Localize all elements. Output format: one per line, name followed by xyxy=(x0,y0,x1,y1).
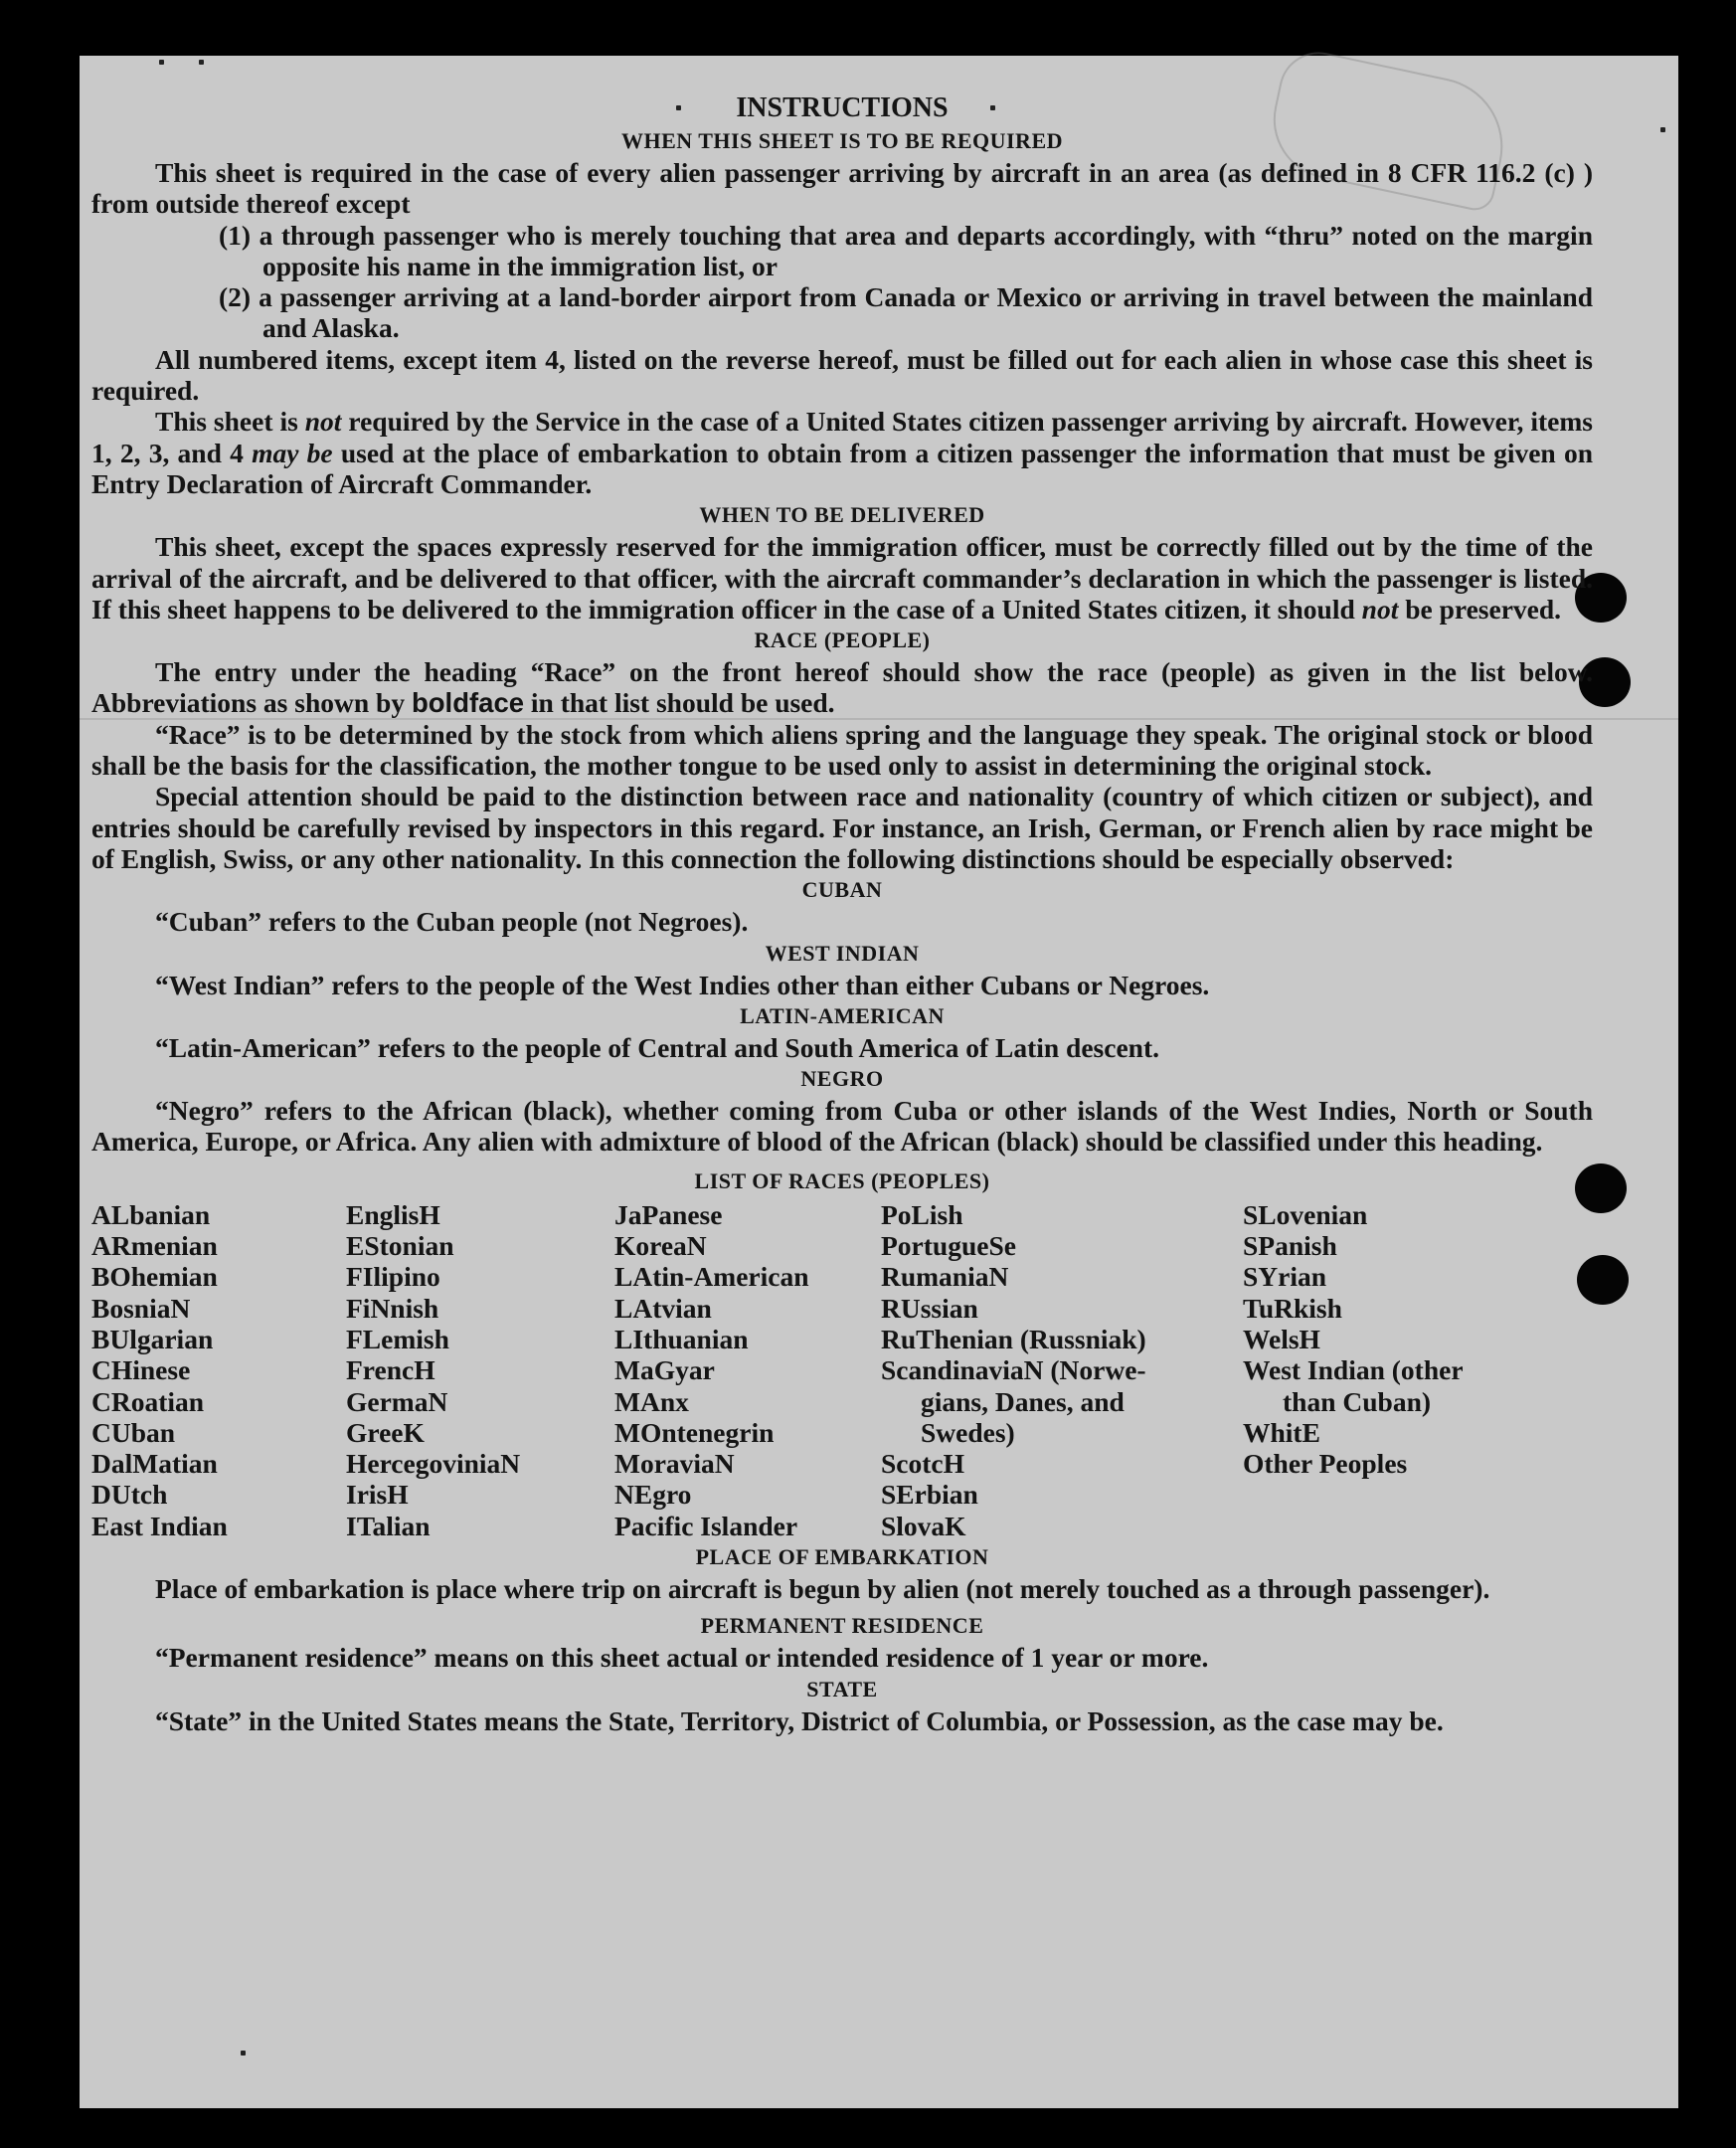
race-item: ARmenian xyxy=(91,1230,218,1262)
subheading-negro: NEGRO xyxy=(800,1066,884,1092)
race-item: FLemish xyxy=(346,1323,449,1354)
race-item: West Indian (other xyxy=(1243,1354,1464,1386)
paragraph: “State” in the United States means the State, Territory, District of Columbia, or Possession, as the case may be. xyxy=(155,1704,1444,1736)
race-item: NEgro xyxy=(614,1479,692,1511)
paragraph: “Latin-American” refers to the people of Central and South America of Latin descent. xyxy=(155,1031,1159,1063)
section-heading-delivered: WHEN TO BE DELIVERED xyxy=(699,502,985,528)
race-item: RUssian xyxy=(881,1292,978,1324)
race-item: SPanish xyxy=(1243,1230,1337,1262)
race-item: SlovaK xyxy=(881,1510,966,1541)
race-item: WhitE xyxy=(1243,1416,1320,1448)
section-heading-residence: PERMANENT RESIDENCE xyxy=(700,1613,984,1639)
race-item: IrisH xyxy=(346,1479,409,1511)
speck xyxy=(241,2051,246,2056)
race-item: MoraviaN xyxy=(614,1448,735,1480)
race-item: MaGyar xyxy=(614,1354,715,1386)
race-item: RuThenian (Russniak) xyxy=(881,1323,1146,1354)
paragraph: This sheet is required in the case of every alien passenger arriving by aircraft in an area (as defined in 8 CFR 116.2 (c) ) from outside thereof except xyxy=(91,157,1593,220)
subheading-latin-american: LATIN-AMERICAN xyxy=(740,1002,945,1028)
race-item: EStonian xyxy=(346,1230,454,1262)
race-item: KoreaN xyxy=(614,1230,707,1262)
race-item: than Cuban) xyxy=(1283,1385,1432,1417)
race-item: GreeK xyxy=(346,1416,425,1448)
race-item: EnglisH xyxy=(346,1198,440,1230)
race-item: BUlgarian xyxy=(91,1323,214,1354)
race-item: SErbian xyxy=(881,1479,978,1511)
race-item: East Indian xyxy=(91,1510,228,1541)
race-item: ITalian xyxy=(346,1510,431,1541)
paragraph: “Cuban” refers to the Cuban people (not Negroes). xyxy=(155,906,749,938)
list-of-races-heading: LIST OF RACES (PEOPLES) xyxy=(694,1167,990,1193)
races-column-2 xyxy=(346,1199,614,1541)
race-item: WelsH xyxy=(1243,1323,1320,1354)
race-item: FIlipino xyxy=(346,1261,440,1293)
paragraph: “Race” is to be determined by the stock from which aliens spring and the language they speak. The original stock or blood shall be the basis for the classification, the mother tongue to be used only to assist in determining the original stock. xyxy=(91,718,1593,782)
race-item: PoLish xyxy=(881,1198,963,1230)
section-heading-race: RACE (PEOPLE) xyxy=(754,627,931,653)
paragraph: Special attention should be paid to the distinction between race and nationality (country of which citizen or subject), and entries should be carefully revised by inspectors in this regard. For instance, an Irish, German, or French alien by race might be of English, Swiss, or any other nationality. In this connection the following distinctions should be especially observed: xyxy=(91,781,1593,874)
race-item: ScandinaviaN (Norwe- xyxy=(881,1354,1146,1386)
race-item: MOntenegrin xyxy=(614,1416,775,1448)
races-column-4 xyxy=(881,1199,1243,1541)
race-item: CHinese xyxy=(91,1354,191,1386)
speck xyxy=(199,60,204,65)
race-item: LAtin-American xyxy=(614,1261,809,1293)
race-item: FrencH xyxy=(346,1354,435,1386)
paragraph: This sheet, except the spaces expressly reserved for the immigration officer, must be correctly filled out by the time of the arrival of the aircraft, and be delivered to that officer, with the aircraft commander’s declaration in which the passenger is listed. If this sheet happens to be delivered to the immigration officer in the case of a United States citizen, it should not be preserved. xyxy=(91,531,1593,625)
paragraph: “West Indian” refers to the people of the West Indies other than either Cubans or Negroes. xyxy=(155,969,1210,1000)
race-item: DalMatian xyxy=(91,1448,218,1480)
paragraph: “Permanent residence” means on this sheet actual or intended residence of 1 year or more. xyxy=(155,1642,1209,1674)
race-item: HercegoviniaN xyxy=(346,1448,521,1480)
race-item: SLovenian xyxy=(1243,1198,1368,1230)
race-item: LIthuanian xyxy=(614,1323,749,1354)
speck xyxy=(159,60,164,65)
race-item: SYrian xyxy=(1243,1261,1327,1293)
list-item: (2) a passenger arriving at a land-border airport from Canada or Mexico or arriving in travel between the mainland and Alaska. xyxy=(219,281,1593,344)
race-item: BOhemian xyxy=(91,1261,218,1293)
section-heading-state: STATE xyxy=(806,1676,878,1701)
instructions-text xyxy=(91,91,1593,1736)
paragraph: This sheet is not required by the Service in the case of a United States citizen passenger arriving by aircraft. However, items 1, 2, 3, and 4 may be used at the place of embarkation to obtain from a citizen passenger the information that must be given on Entry Declaration of Aircraft Commander. xyxy=(91,406,1594,499)
section-heading-required: WHEN THIS SHEET IS TO BE REQUIRED xyxy=(620,128,1064,153)
list-item: (1) a through passenger who is merely touching that area and departs accordingly, with “thru” noted on the margin opposite his name in the immigration list, or xyxy=(219,219,1593,281)
races-column-1 xyxy=(91,1199,346,1541)
race-item: Swedes) xyxy=(921,1416,1015,1448)
races-column-5 xyxy=(1243,1199,1541,1541)
subheading-cuban: CUBAN xyxy=(801,877,883,903)
race-item: JaPanese xyxy=(614,1198,723,1230)
page-title: INSTRUCTIONS xyxy=(736,92,949,123)
section-heading-embarkation: PLACE OF EMBARKATION xyxy=(695,1543,989,1569)
race-item: PortugueSe xyxy=(881,1230,1016,1262)
race-item: MAnx xyxy=(614,1385,689,1417)
race-item: BosniaN xyxy=(91,1292,191,1324)
race-item: FiNnish xyxy=(346,1292,439,1324)
speck xyxy=(1660,127,1665,132)
paragraph: All numbered items, except item 4, listed on the reverse hereof, must be filled out for each alien in whose case this sheet is required. xyxy=(91,343,1593,407)
races-column-3 xyxy=(614,1199,881,1541)
race-item: LAtvian xyxy=(614,1292,712,1324)
race-item: Other Peoples xyxy=(1243,1448,1408,1480)
race-item: ALbanian xyxy=(91,1198,211,1230)
races-list xyxy=(91,1199,1593,1541)
race-item: gians, Danes, and xyxy=(921,1385,1125,1417)
race-item: ScotcH xyxy=(881,1448,965,1480)
race-item: DUtch xyxy=(91,1479,168,1511)
race-item: GermaN xyxy=(346,1385,448,1417)
race-item: CRoatian xyxy=(91,1385,205,1417)
paragraph: Place of embarkation is place where trip on aircraft is begun by alien (not merely touched as a through passenger). xyxy=(155,1572,1490,1604)
subheading-west-indian: WEST INDIAN xyxy=(765,940,920,966)
paragraph: The entry under the heading “Race” on the front hereof should show the race (people) as given in the list below. Abbreviations as shown by boldface in that list should be used. xyxy=(91,656,1593,719)
race-item: Pacific Islander xyxy=(614,1510,798,1541)
race-item: CUban xyxy=(91,1416,176,1448)
race-item: TuRkish xyxy=(1243,1292,1342,1324)
race-item: RumaniaN xyxy=(881,1261,1009,1293)
paragraph: “Negro” refers to the African (black), whether coming from Cuba or other islands of the West Indies, North or South America, Europe, or Africa. Any alien with admixture of blood of the African (black) should be classified under this heading. xyxy=(91,1095,1593,1158)
